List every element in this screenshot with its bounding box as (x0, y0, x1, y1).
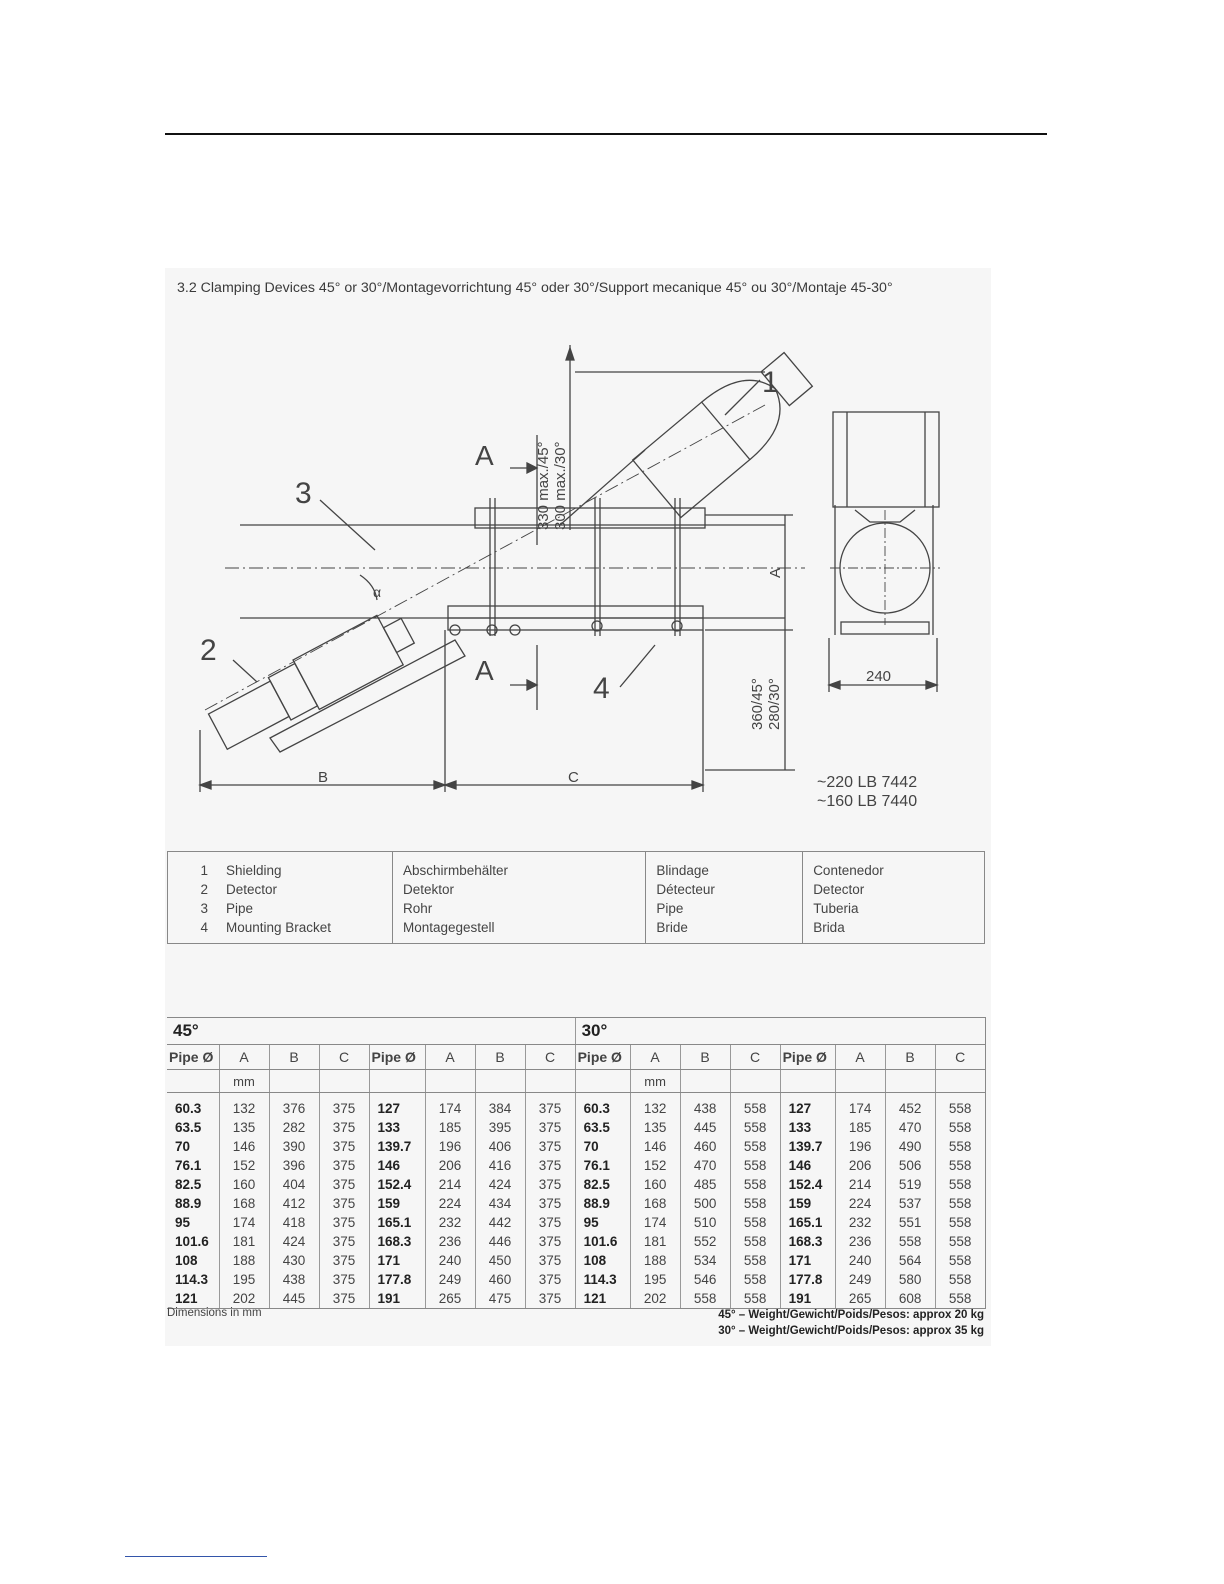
pipe-diameter-cell: 108 (175, 1253, 198, 1268)
dimension-cell: 608 (885, 1289, 935, 1309)
dimensions-table (167, 1017, 986, 1309)
dimension-cell: 558 (885, 1232, 935, 1251)
dim-bottom-2: 280/30° (766, 678, 783, 730)
dimension-cell: 174 (835, 1093, 885, 1119)
dimension-cell: 390 (269, 1137, 319, 1156)
dimension-cell: 558 (730, 1270, 780, 1289)
unit-cell-empty (167, 1070, 219, 1093)
dimension-cell: 558 (730, 1289, 780, 1309)
footnote-rule (125, 1556, 267, 1557)
dimension-cell: 206 (835, 1156, 885, 1175)
legend-spanish: Contenedor Detector Tuberia Brida (803, 852, 985, 944)
pipe-diameter-cell: 177.8 (369, 1270, 425, 1289)
legend-english: Shielding Detector Pipe Mounting Bracket (216, 852, 393, 944)
pipe-diameter-cell: 63.5 (575, 1118, 630, 1137)
pipe-diameter-cell: 159 (369, 1194, 425, 1213)
detector-body (205, 606, 421, 756)
dim-240-label: 240 (866, 668, 892, 685)
dimension-cell: 546 (680, 1270, 730, 1289)
callout-3: 3 (295, 477, 312, 510)
dimension-cell: 558 (730, 1251, 780, 1270)
unit-cell-empty (475, 1070, 525, 1093)
dimension-cell: 160 (219, 1175, 269, 1194)
dimension-cell: 188 (630, 1251, 680, 1270)
pipe-diameter-cell: 121 (167, 1289, 219, 1309)
dimension-cell: 135 (219, 1118, 269, 1137)
dimensions-note: Dimensions in mm (167, 1307, 262, 1319)
dimension-cell: 181 (219, 1232, 269, 1251)
dimension-cell: 195 (630, 1270, 680, 1289)
dimension-cell: 470 (680, 1156, 730, 1175)
legend-french: Blindage Détecteur Pipe Bride (646, 852, 803, 944)
dimension-cell: 558 (730, 1137, 780, 1156)
dimension-cell: 375 (525, 1194, 575, 1213)
clamping-device-drawing (165, 300, 991, 840)
dim-header-a: A (630, 1045, 680, 1070)
dimension-cell: 375 (319, 1251, 369, 1270)
unit-cell-empty (885, 1070, 935, 1093)
dimension-cell: 265 (425, 1289, 475, 1309)
dimension-cell: 196 (835, 1137, 885, 1156)
pipe-diameter-cell: 60.3 (175, 1101, 202, 1116)
dimension-cell: 412 (269, 1194, 319, 1213)
dimension-cell: 132 (630, 1093, 680, 1119)
unit-cell-empty (730, 1070, 780, 1093)
top-rule (165, 133, 1047, 135)
pipe-diameter-cell: 159 (780, 1194, 835, 1213)
dimension-cell: 375 (525, 1156, 575, 1175)
dimension-cell: 558 (935, 1270, 985, 1289)
dimension-cell: 152 (630, 1156, 680, 1175)
pipe-diameter-header: Pipe Ø (369, 1045, 425, 1070)
dimension-cell: 375 (319, 1270, 369, 1289)
dimension-cell: 438 (680, 1093, 730, 1119)
dim-header-a: A (219, 1045, 269, 1070)
dimension-cell: 375 (319, 1213, 369, 1232)
dimension-cell: 552 (680, 1232, 730, 1251)
dimension-cell: 135 (630, 1118, 680, 1137)
dimension-cell: 384 (475, 1093, 525, 1119)
pipe-diameter-cell: 177.8 (780, 1270, 835, 1289)
unit-label: mm (219, 1070, 269, 1093)
unit-cell-empty (269, 1070, 319, 1093)
dimension-cell: 558 (935, 1175, 985, 1194)
angle-30-header: 30° (575, 1018, 985, 1045)
angle-symbol: α (373, 584, 382, 600)
pipe-diameter-cell: 121 (575, 1289, 630, 1309)
dimension-cell: 249 (835, 1270, 885, 1289)
dimension-cell: 558 (935, 1137, 985, 1156)
shielding-head (633, 341, 823, 517)
dim-header-c: C (730, 1045, 780, 1070)
dimension-cell: 460 (475, 1270, 525, 1289)
unit-cell-empty (780, 1070, 835, 1093)
pipe-diameter-cell: 76.1 (175, 1158, 202, 1173)
dimension-cell: 558 (935, 1213, 985, 1232)
unit-label: mm (630, 1070, 680, 1093)
dimension-cell: 224 (835, 1194, 885, 1213)
table-row (167, 1194, 985, 1213)
table-row (167, 1156, 985, 1175)
dimension-cell: 375 (525, 1270, 575, 1289)
dimension-cell: 558 (680, 1289, 730, 1309)
dimension-cell: 558 (935, 1232, 985, 1251)
unit-cell-empty (525, 1070, 575, 1093)
dimension-cell: 506 (885, 1156, 935, 1175)
pipe-diameter-cell: 146 (780, 1156, 835, 1175)
dimension-cell: 442 (475, 1213, 525, 1232)
pipe-diameter-cell: 82.5 (175, 1177, 202, 1192)
pipe-diameter-header: Pipe Ø (167, 1045, 219, 1070)
dimension-cell: 160 (630, 1175, 680, 1194)
pipe-diameter-cell: 70 (575, 1137, 630, 1156)
dimension-cell: 558 (730, 1232, 780, 1251)
pipe-diameter-cell: 146 (369, 1156, 425, 1175)
pipe-diameter-header: Pipe Ø (780, 1045, 835, 1070)
legend-german: Abschirmbehälter Detektor Rohr Montagegestell (393, 852, 646, 944)
section-title: 3.2 Clamping Devices 45° or 30°/Montagevorrichtung 45° oder 30°/Support mecanique 45° ou 30°/Montaje 45-30° (177, 280, 893, 296)
dimension-cell: 558 (935, 1118, 985, 1137)
pipe-diameter-cell: 152.4 (780, 1175, 835, 1194)
dimension-cell: 558 (935, 1156, 985, 1175)
table-row (167, 1270, 985, 1289)
dimension-cell: 450 (475, 1251, 525, 1270)
section-mark-a-top: A (475, 440, 494, 471)
pipe-diameter-cell: 101.6 (175, 1234, 209, 1249)
pipe-diameter-cell: 114.3 (575, 1270, 630, 1289)
dimension-cell: 132 (219, 1093, 269, 1119)
dimension-cell: 564 (885, 1251, 935, 1270)
dim-header-b: B (680, 1045, 730, 1070)
dimension-cell: 404 (269, 1175, 319, 1194)
dimension-cell: 375 (525, 1213, 575, 1232)
parts-legend (167, 851, 985, 944)
dimension-cell: 445 (269, 1289, 319, 1309)
dimension-cell: 146 (219, 1137, 269, 1156)
dimension-cell: 375 (319, 1093, 369, 1119)
dimension-cell: 375 (525, 1175, 575, 1194)
dimension-cell: 236 (425, 1232, 475, 1251)
dimension-cell: 490 (885, 1137, 935, 1156)
table-row (167, 1232, 985, 1251)
pipe-diameter-cell: 168.3 (369, 1232, 425, 1251)
dimension-cell: 375 (319, 1194, 369, 1213)
pipe-diameter-cell: 82.5 (575, 1175, 630, 1194)
pipe-diameter-cell: 133 (369, 1118, 425, 1137)
dimension-cell: 202 (630, 1289, 680, 1309)
unit-cell-empty (319, 1070, 369, 1093)
dimension-cell: 395 (475, 1118, 525, 1137)
dimension-cell: 580 (885, 1270, 935, 1289)
dim-bottom-1: 360/45° (749, 678, 766, 730)
dimension-cell: 475 (475, 1289, 525, 1309)
table-row (167, 1289, 985, 1309)
dim-header-c: C (935, 1045, 985, 1070)
dimension-cell: 152 (219, 1156, 269, 1175)
dimension-cell: 146 (630, 1137, 680, 1156)
pipe-diameter-cell: 165.1 (369, 1213, 425, 1232)
dim-header-b: B (475, 1045, 525, 1070)
dimension-cell: 375 (319, 1137, 369, 1156)
dimension-cell: 558 (935, 1194, 985, 1213)
dimension-cell: 446 (475, 1232, 525, 1251)
dimension-cell: 232 (425, 1213, 475, 1232)
pipe-diameter-cell: 127 (369, 1093, 425, 1119)
dimension-cell: 537 (885, 1194, 935, 1213)
pipe-diameter-cell: 171 (780, 1251, 835, 1270)
dimension-cell: 206 (425, 1156, 475, 1175)
dimension-cell: 224 (425, 1194, 475, 1213)
dimension-cell: 460 (680, 1137, 730, 1156)
pipe-diameter-cell: 88.9 (175, 1196, 202, 1211)
dimension-cell: 174 (219, 1213, 269, 1232)
dimension-cell: 558 (730, 1175, 780, 1194)
dim-c-label: C (568, 769, 579, 786)
pipe-diameter-cell: 76.1 (575, 1156, 630, 1175)
dimension-cell: 202 (219, 1289, 269, 1309)
dimension-cell: 375 (319, 1175, 369, 1194)
dimension-cell: 375 (319, 1118, 369, 1137)
dimension-cell: 424 (475, 1175, 525, 1194)
pipe-diameter-cell: 60.3 (575, 1093, 630, 1119)
dimension-cell: 452 (885, 1093, 935, 1119)
dimension-cell: 375 (319, 1289, 369, 1309)
pipe-diameter-cell: 165.1 (780, 1213, 835, 1232)
model-lb7442: ~220 LB 7442 (817, 774, 918, 791)
pipe-diameter-cell: 168.3 (780, 1232, 835, 1251)
unit-cell-empty (575, 1070, 630, 1093)
dimension-cell: 236 (835, 1232, 885, 1251)
dimension-cell: 438 (269, 1270, 319, 1289)
callout-2: 2 (200, 634, 217, 667)
weight-30: 30° – Weight/Gewicht/Poids/Pesos: approx 35 kg (718, 1325, 984, 1337)
table-row (167, 1251, 985, 1270)
dimension-cell: 185 (835, 1118, 885, 1137)
dimension-cell: 168 (630, 1194, 680, 1213)
pipe-diameter-cell: 127 (780, 1093, 835, 1119)
unit-cell-empty (935, 1070, 985, 1093)
table-row (167, 1213, 985, 1232)
dimension-cell: 185 (425, 1118, 475, 1137)
dim-header-b: B (885, 1045, 935, 1070)
callout-1: 1 (762, 366, 779, 399)
dim-header-c: C (319, 1045, 369, 1070)
unit-cell-empty (680, 1070, 730, 1093)
table-row (167, 1175, 985, 1194)
dimension-cell: 558 (935, 1251, 985, 1270)
dimension-cell: 551 (885, 1213, 935, 1232)
dimension-cell: 214 (425, 1175, 475, 1194)
dimension-cell: 282 (269, 1118, 319, 1137)
table-row (167, 1137, 985, 1156)
pipe-diameter-cell: 152.4 (369, 1175, 425, 1194)
dimension-cell: 500 (680, 1194, 730, 1213)
dimension-cell: 416 (475, 1156, 525, 1175)
dimension-cell: 232 (835, 1213, 885, 1232)
dimension-cell: 168 (219, 1194, 269, 1213)
dim-top-1: 330 max./45° (535, 441, 552, 530)
legend-numbers: 1 2 3 4 (168, 852, 217, 944)
dimension-cell: 375 (525, 1289, 575, 1309)
pipe-diameter-cell: 95 (575, 1213, 630, 1232)
dimension-cell: 375 (525, 1093, 575, 1119)
dimension-cell: 519 (885, 1175, 935, 1194)
unit-cell-empty (369, 1070, 425, 1093)
dimension-cell: 424 (269, 1232, 319, 1251)
end-view-housing (833, 412, 939, 507)
dimension-cell: 485 (680, 1175, 730, 1194)
dimension-cell: 375 (525, 1137, 575, 1156)
dimension-cell: 249 (425, 1270, 475, 1289)
pipe-diameter-header: Pipe Ø (575, 1045, 630, 1070)
unit-cell-empty (835, 1070, 885, 1093)
dimension-cell: 558 (730, 1093, 780, 1119)
dimension-cell: 240 (425, 1251, 475, 1270)
dimension-cell: 396 (269, 1156, 319, 1175)
dimension-cell: 174 (425, 1093, 475, 1119)
pipe-diameter-cell: 139.7 (369, 1137, 425, 1156)
pipe-diameter-cell: 88.9 (575, 1194, 630, 1213)
dimension-cell: 558 (935, 1093, 985, 1119)
model-lb7440: ~160 LB 7440 (817, 793, 918, 810)
dimension-cell: 188 (219, 1251, 269, 1270)
dimension-cell: 558 (730, 1213, 780, 1232)
dimension-cell: 470 (885, 1118, 935, 1137)
dim-b-label: B (318, 769, 329, 786)
dimension-cell: 214 (835, 1175, 885, 1194)
dimension-cell: 375 (319, 1232, 369, 1251)
dim-top-2: 300 max./30° (552, 441, 569, 530)
pipe-diameter-cell: 114.3 (175, 1272, 209, 1287)
table-row (167, 1093, 985, 1119)
dimension-cell: 375 (319, 1156, 369, 1175)
dim-header-c: C (525, 1045, 575, 1070)
dimension-cell: 430 (269, 1251, 319, 1270)
dimension-cell: 195 (219, 1270, 269, 1289)
dimension-cell: 558 (730, 1194, 780, 1213)
callout-4: 4 (593, 672, 610, 705)
dimension-cell: 375 (525, 1251, 575, 1270)
pipe-diameter-cell: 95 (175, 1215, 191, 1230)
dimension-cell: 376 (269, 1093, 319, 1119)
table-row (167, 1118, 985, 1137)
pipe-diameter-cell: 139.7 (780, 1137, 835, 1156)
dimension-cell: 196 (425, 1137, 475, 1156)
dim-header-b: B (269, 1045, 319, 1070)
weight-45: 45° – Weight/Gewicht/Poids/Pesos: approx 20 kg (718, 1309, 984, 1321)
dimension-cell: 240 (835, 1251, 885, 1270)
dim-header-a: A (835, 1045, 885, 1070)
dimension-cell: 558 (935, 1289, 985, 1309)
pipe-diameter-cell: 70 (175, 1139, 191, 1154)
section-mark-a-bottom: A (475, 655, 494, 686)
dimension-cell: 375 (525, 1118, 575, 1137)
unit-cell-empty (425, 1070, 475, 1093)
dimension-cell: 265 (835, 1289, 885, 1309)
pipe-diameter-cell: 63.5 (175, 1120, 202, 1135)
pipe-diameter-cell: 133 (780, 1118, 835, 1137)
weight-notes (718, 1307, 984, 1339)
dimension-cell: 558 (730, 1118, 780, 1137)
pipe-diameter-cell: 191 (369, 1289, 425, 1309)
pipe-diameter-cell: 171 (369, 1251, 425, 1270)
dimension-cell: 510 (680, 1213, 730, 1232)
dimension-cell: 534 (680, 1251, 730, 1270)
pipe-diameter-cell: 101.6 (575, 1232, 630, 1251)
pipe-diameter-cell: 108 (575, 1251, 630, 1270)
dim-header-a: A (425, 1045, 475, 1070)
dimension-cell: 418 (269, 1213, 319, 1232)
dimension-cell: 375 (525, 1232, 575, 1251)
dimension-cell: 174 (630, 1213, 680, 1232)
dimension-cell: 445 (680, 1118, 730, 1137)
pipe-diameter-cell: 191 (780, 1289, 835, 1309)
dimension-cell: 434 (475, 1194, 525, 1213)
dimension-cell: 181 (630, 1232, 680, 1251)
dimension-cell: 558 (730, 1156, 780, 1175)
angle-45-header: 45° (167, 1018, 575, 1045)
dim-a-label: A (767, 567, 784, 578)
dimension-cell: 406 (475, 1137, 525, 1156)
